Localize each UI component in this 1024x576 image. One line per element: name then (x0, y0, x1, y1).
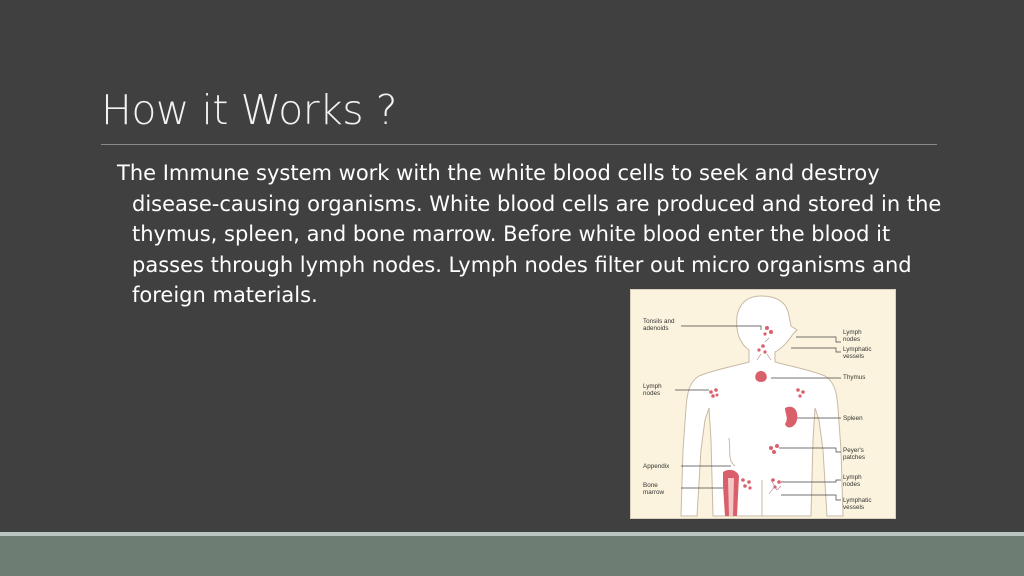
slide-body-text: The Immune system work with the white blood cells to seek and destroy disease-causing organisms. White blood cells are produced and stored in the thymus, spleen, and bone marrow. Before white blood enter the blood it passes through lymph nodes. Lymph nodes filter out micro organisms and foreign materials. (117, 161, 942, 307)
label-lymphatic-vessels-top: Lymphatic vessels (843, 346, 872, 360)
title-divider (101, 144, 937, 145)
label-bone-marrow: Bone marrow (643, 482, 664, 496)
lymphatic-system-diagram (630, 289, 896, 519)
label-tonsils: Tonsils and adenoids (643, 318, 675, 332)
label-lymphatic-vessels-bottom: Lymphatic vessels (843, 497, 872, 511)
label-appendix: Appendix (643, 463, 670, 470)
label-lymph-nodes-neck: Lymph nodes (843, 329, 862, 343)
slide-title: How it Works ? (101, 86, 397, 134)
label-lymph-nodes-left: Lymph nodes (643, 383, 662, 397)
label-thymus: Thymus (843, 374, 866, 381)
footer-bar (0, 536, 1024, 576)
thymus-shape (755, 371, 767, 382)
label-spleen: Spleen (843, 415, 863, 422)
femur-core (728, 478, 734, 516)
body-illustration (631, 290, 895, 518)
label-peyers-patches: Peyer's patches (843, 447, 866, 461)
label-lymph-nodes-groin: Lymph nodes (843, 474, 862, 488)
